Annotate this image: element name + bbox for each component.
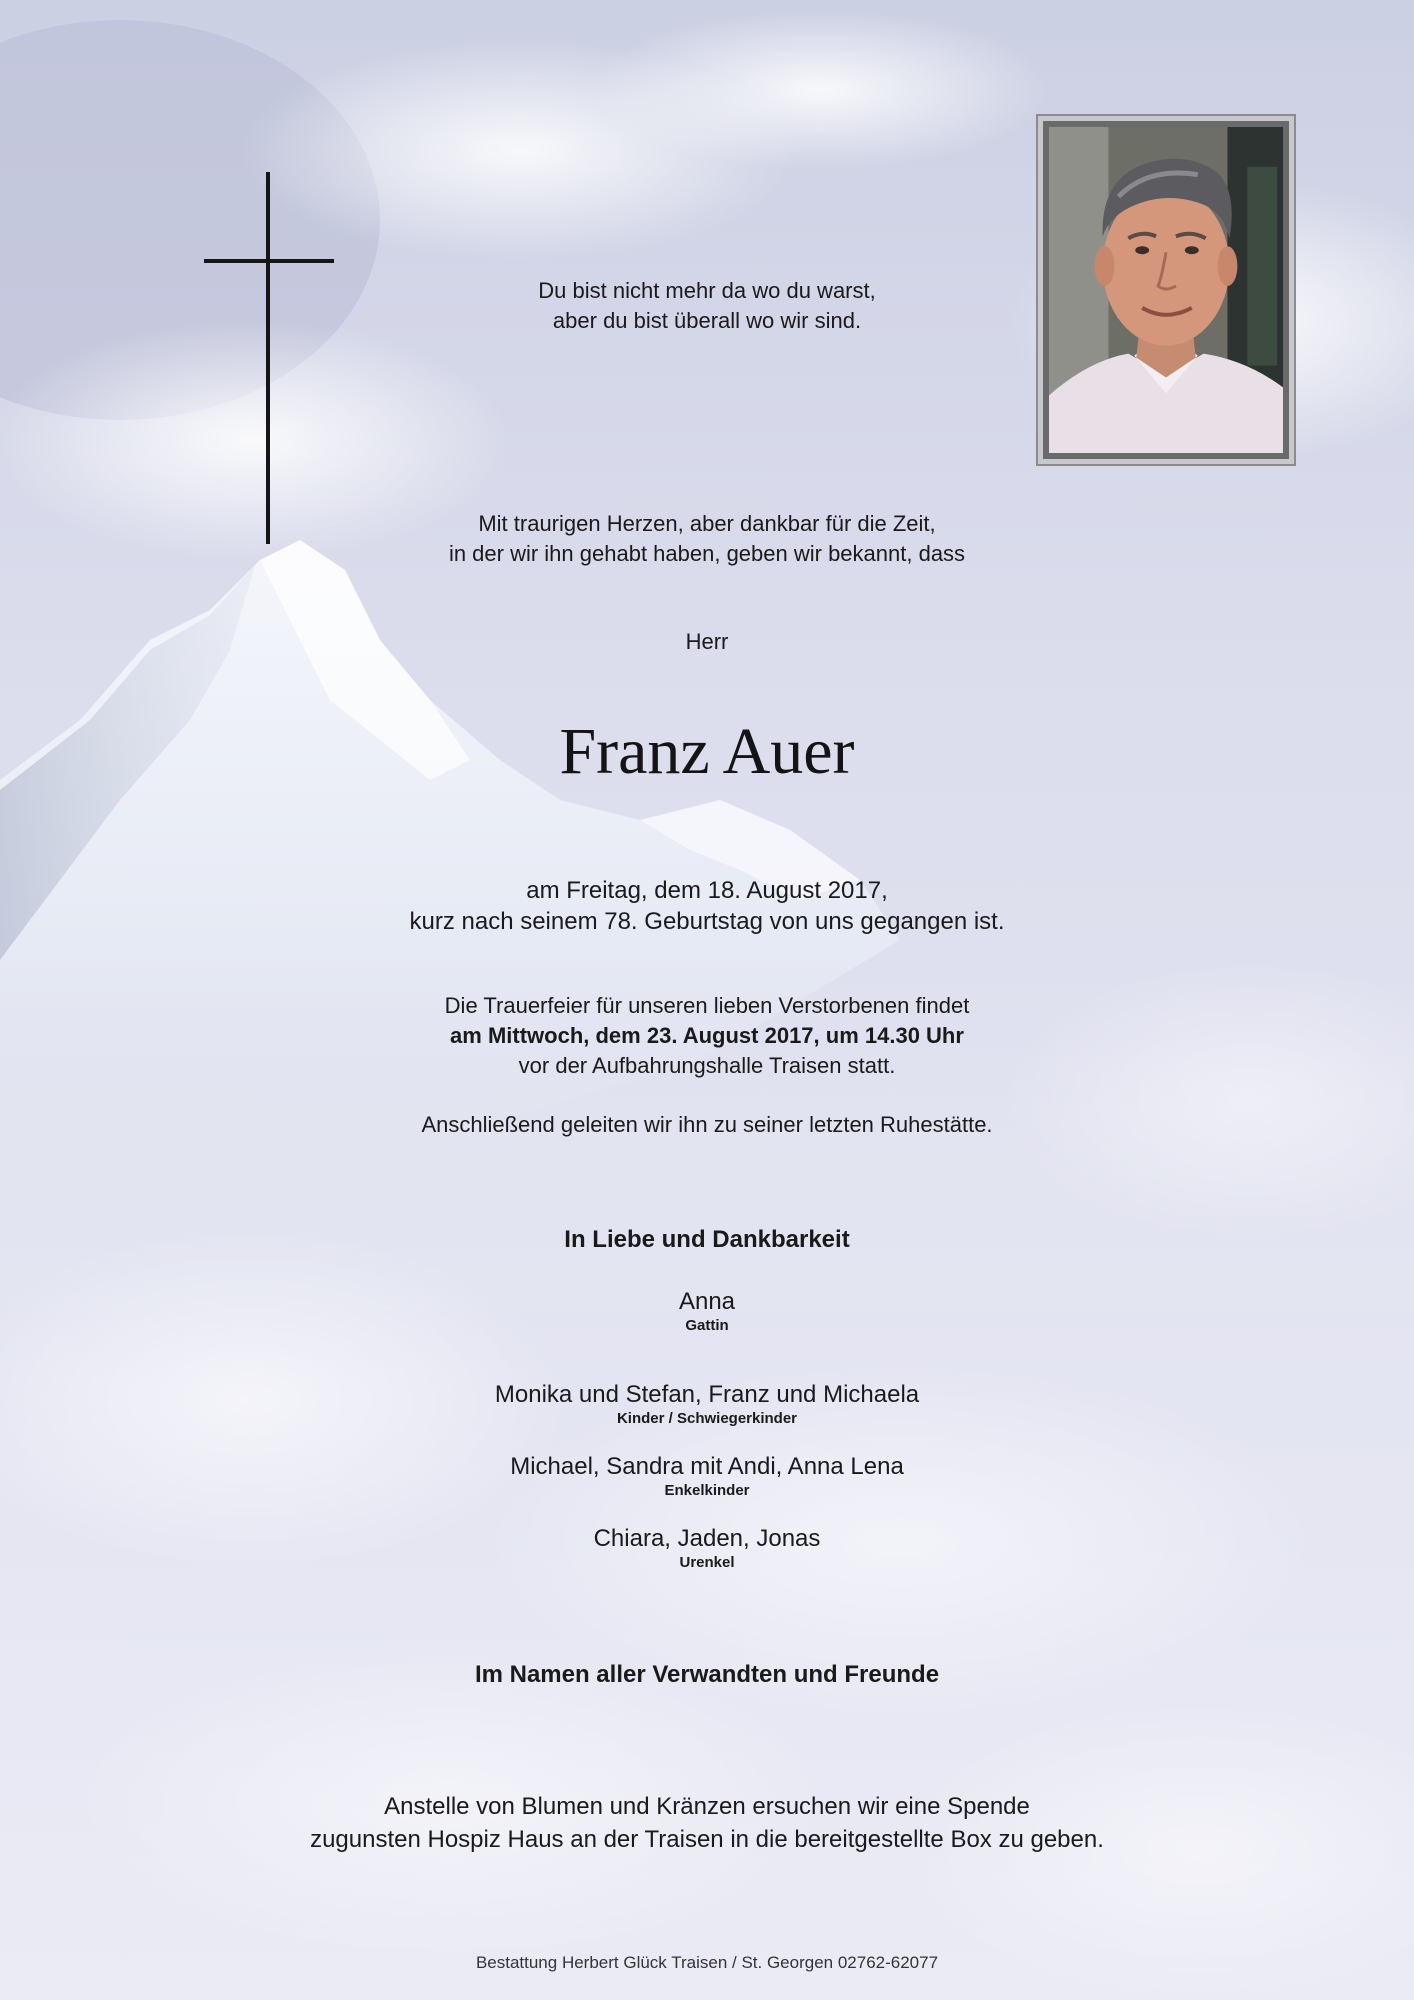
death-line-2: kurz nach seinem 78. Geburtstag von uns gegangen ist. <box>409 908 1005 935</box>
relative-role: Kinder / Schwiegerkinder <box>616 1410 798 1427</box>
on-behalf-line: Im Namen aller Verwandten und Freunde <box>474 1661 940 1688</box>
intro-line-1: Mit traurigen Herzen, aber dankbar für die Zeit, <box>478 511 936 536</box>
mourners-heading: In Liebe und Dankbarkeit <box>564 1226 850 1253</box>
funeral-date-time: am Mittwoch, dem 23. August 2017, um 14.30 Uhr <box>450 1023 964 1048</box>
funeral-home-footer: Bestattung Herbert Glück Traisen / St. Georgen 02762-62077 <box>475 1953 939 1972</box>
memorial-verse <box>0 276 1414 336</box>
relative-names: Anna <box>678 1288 736 1315</box>
donation-line-1: Anstelle von Blumen und Kränzen ersuchen wir eine Spende <box>384 1793 1030 1820</box>
relative-role: Urenkel <box>679 1554 735 1571</box>
cross-horizontal-bar <box>204 259 334 263</box>
relative-role: Gattin <box>685 1317 729 1334</box>
donation-request <box>0 1790 1414 1856</box>
death-notice <box>0 875 1414 937</box>
funeral-details <box>0 991 1414 1081</box>
death-line-1: am Freitag, dem 18. August 2017, <box>526 877 888 904</box>
announcement-intro <box>0 509 1414 569</box>
relative-group <box>0 1381 1414 1429</box>
deceased-name: Franz Auer <box>559 715 855 788</box>
burial-notice: Anschließend geleiten wir ihn zu seiner letzten Ruhestätte. <box>421 1112 993 1137</box>
salutation: Herr <box>685 629 729 654</box>
relative-names: Michael, Sandra mit Andi, Anna Lena <box>510 1453 904 1480</box>
intro-line-2: in der wir ihn gehabt haben, geben wir bekannt, dass <box>448 541 966 566</box>
relative-group <box>0 1288 1414 1336</box>
relative-group <box>0 1525 1414 1573</box>
relative-role: Enkelkinder <box>664 1482 750 1499</box>
verse-line-1: Du bist nicht mehr da wo du warst, <box>538 278 876 303</box>
verse-line-2: aber du bist überall wo wir sind. <box>552 308 862 333</box>
relative-names: Chiara, Jaden, Jonas <box>593 1525 821 1552</box>
donation-line-2: zugunsten Hospiz Haus an der Traisen in die bereitgestellte Box zu geben. <box>310 1826 1104 1853</box>
cross-vertical-bar <box>266 172 270 544</box>
funeral-line-1: Die Trauerfeier für unseren lieben Verstorbenen findet <box>444 993 970 1018</box>
relative-group <box>0 1453 1414 1501</box>
funeral-location: vor der Aufbahrungshalle Traisen statt. <box>518 1053 896 1078</box>
relative-names: Monika und Stefan, Franz und Michaela <box>494 1381 920 1408</box>
